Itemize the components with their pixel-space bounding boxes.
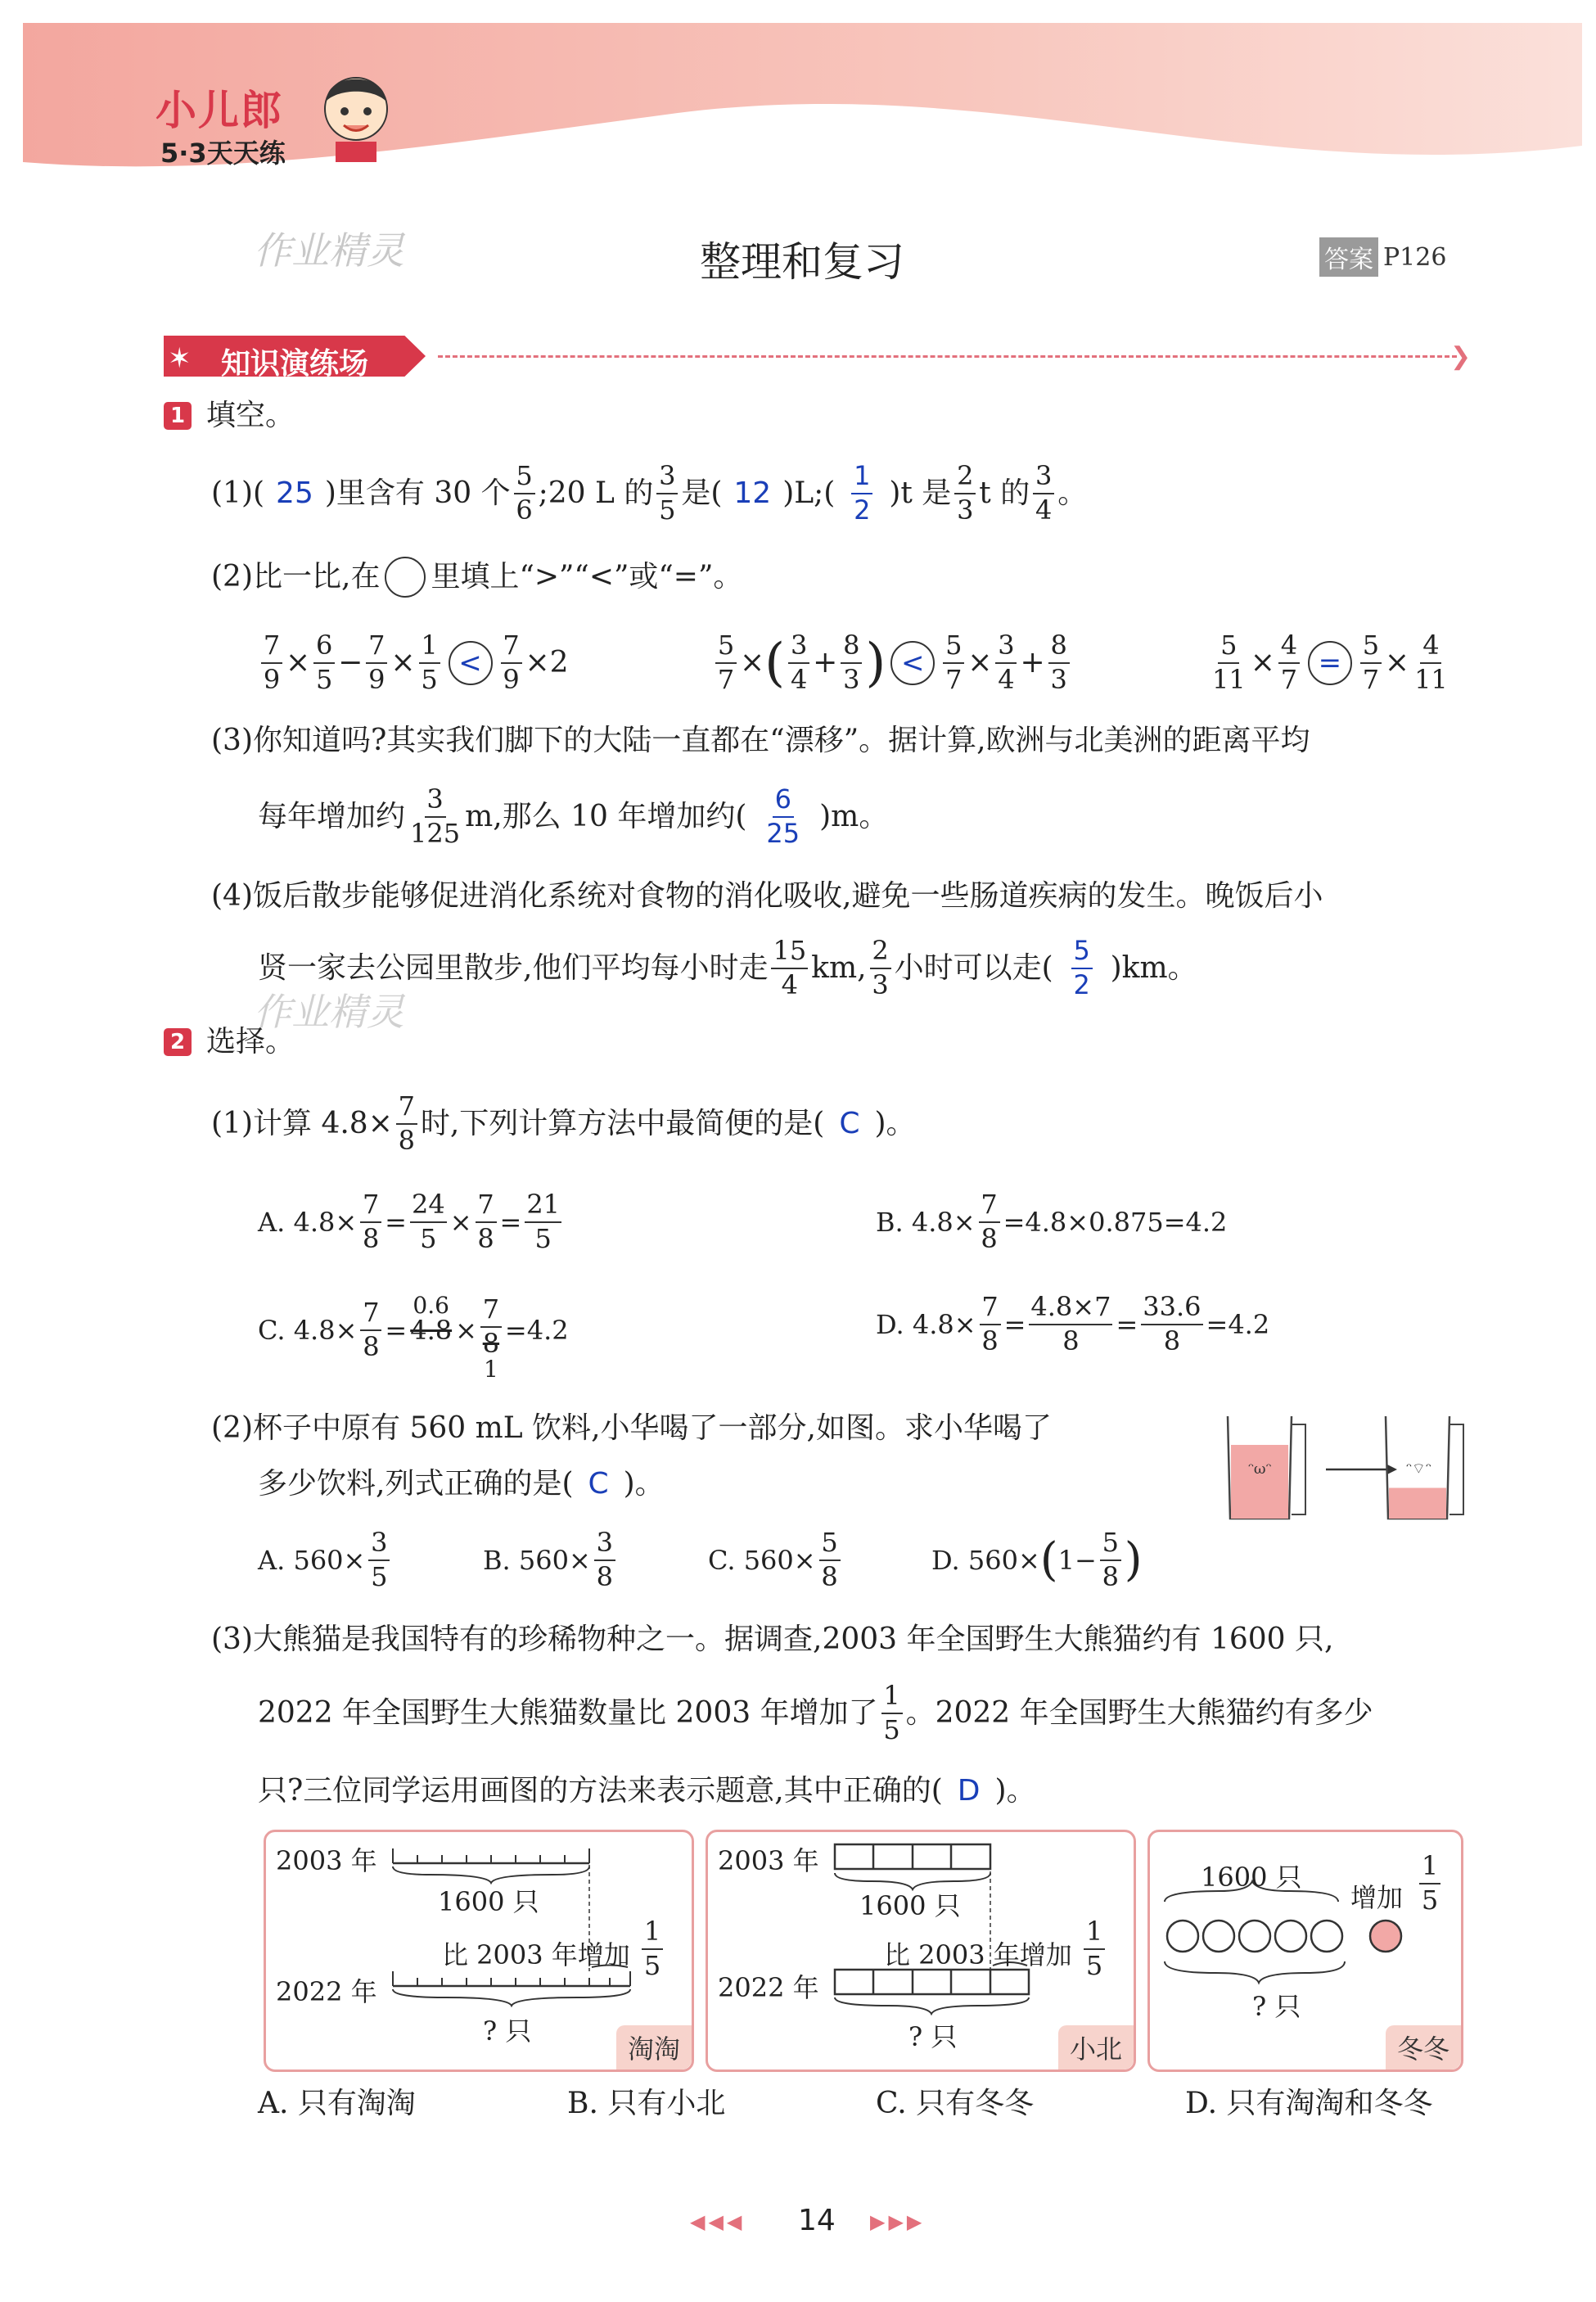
option-2-2-D: D. 560× ( 1− $\frac{5}{8}$ ) xyxy=(931,1526,1143,1592)
q2-part3-line2: 2022 年全国野生大熊猫数量比 2003 年增加了 $\frac{1}{5}$ 。2022 年全国野生大熊猫约有多少 xyxy=(258,1679,1373,1745)
cup-diagram xyxy=(1224,1408,1469,1527)
answer-1-4: $\frac{5}{2}$ xyxy=(1071,937,1093,999)
q1-part1: (1)( 25 )里含有 30 个 $\frac{5}{6}$ ;20 L 的 $\frac{3}{5}$ 是( 12 )L;( $\frac{1}{2}$ )t 是 $\frac{2}{3}$ t 的 $\frac{3}{4}$ 。 xyxy=(211,459,1088,526)
q2-part3-line3: 只?三位同学运用画图的方法来表示题意,其中正确的( D )。 xyxy=(258,1774,1036,1808)
option-2-1-B: B. 4.8× $\frac{7}{8}$ =4.8×0.875=4.2 xyxy=(876,1188,1228,1254)
option-2-3-B: B. 只有小北 xyxy=(567,2087,726,2120)
option-2-2-C: C. 560× $\frac{5}{8}$ xyxy=(708,1521,844,1599)
q2-part1: (1)计算 4.8× $\frac{7}{8}$ 时,下列计算方法中最简便的是( C )。 xyxy=(211,1090,916,1156)
diagram-taotao: 2003 年 1600 只 比 2003 年增加 $\frac{1}{5}$ 2022 年 ? 只 淘淘 xyxy=(264,1830,694,2072)
q1-number: 1 xyxy=(164,402,192,430)
q2-part2-line1: (2)杯子中原有 560 mL 饮料,小华喝了一部分,如图。求小华喝了 xyxy=(211,1411,1052,1445)
q2-part3-line1: (3)大熊猫是我国特有的珍稀物种之一。据调查,2003 年全国野生大熊猫约有 1600 只, xyxy=(211,1623,1334,1656)
option-2-1-C: C. 4.8× $\frac{7}{8}$ = 0.6 4.8 × $\frac{7}{8}$ 1 =4.2 xyxy=(258,1292,569,1383)
compare-expr-1: $\frac{7}{9}$ × $\frac{6}{5}$ − $\frac{7}{9}$ × $\frac{1}{5}$ < $\frac{7}{9}$ ×2 xyxy=(258,624,569,702)
compare-answer-3: = xyxy=(1308,641,1352,685)
compare-expr-3: $\frac{5}{11}$ × $\frac{4}{7}$ = $\frac{5}{7}$ × $\frac{4}{11}$ xyxy=(1212,629,1448,695)
diagram-xiaobei: 2003 年 1600 只 比 2003 年增加 $\frac{1}{5}$ 2022 年 ? 只 小北 xyxy=(706,1830,1136,2072)
option-2-1-A: A. 4.8× $\frac{7}{8}$ = $\frac{24}{5}$ × $\frac{7}{8}$ = $\frac{21}{5}$ xyxy=(258,1188,561,1254)
compare-expr-2: $\frac{5}{7}$ × ( $\frac{3}{4}$ + $\frac{8}{3}$ ) < $\frac{5}{7}$ × $\frac{3}{4}$ + $\frac{8}{3}$ xyxy=(712,624,1073,702)
cup-after xyxy=(1386,1416,1463,1519)
option-2-2-A: A. 560× $\frac{3}{5}$ xyxy=(258,1521,393,1599)
option-2-2-B: B. 560× $\frac{3}{8}$ xyxy=(483,1521,619,1599)
q1-part4-line1: (4)饭后散步能够促进消化系统对食物的消化吸收,避免一些肠道疾病的发生。晚饭后小 xyxy=(211,879,1323,913)
q1-part4-line2: 贤一家去公园里散步,他们平均每小时走 $\frac{15}{4}$ km, $\frac{2}{3}$ 小时可以走( $\frac{5}{2}$ )km。 xyxy=(258,934,1197,1000)
q2-number: 2 xyxy=(164,1028,192,1056)
q2-title: 选择。 xyxy=(206,1025,295,1058)
compare-answer-2: < xyxy=(890,641,935,685)
q2-heading xyxy=(164,1027,295,1057)
watermark-2: 作业精灵 xyxy=(254,990,404,1034)
answer-ref xyxy=(1319,237,1446,277)
answer-2-3: D xyxy=(957,1774,981,1808)
option-2-1-D: D. 4.8× $\frac{7}{8}$ = $\frac{4.8\times 7}{8}$ = $\frac{33.6}{8}$ =4.2 xyxy=(876,1290,1270,1356)
q1-heading xyxy=(164,401,295,431)
brand-logo: 小儿郎 xyxy=(156,87,283,134)
answer-page: P126 xyxy=(1383,242,1447,272)
q1-part3-line2: 每年增加约 $\frac{3}{125}$ m,那么 10 年增加约( $\frac{6}{25}$ )m。 xyxy=(258,783,889,849)
option-2-3-C: C. 只有冬冬 xyxy=(876,2087,1035,2120)
answer-label: 答案 xyxy=(1319,237,1378,277)
cup-before xyxy=(1228,1416,1305,1519)
chevron-right-icon: ❯ xyxy=(1450,342,1472,371)
diagram-dongdong: 1600 只 增加 $\frac{1}{5}$ ? 只 冬冬 xyxy=(1147,1830,1463,2072)
diagram-label-xiaobei: 小北 xyxy=(1058,2025,1134,2070)
page-number: 14 xyxy=(798,2204,836,2237)
option-2-3-A: A. 只有淘淘 xyxy=(258,2087,416,2120)
prev-arrows-icon: ◀◀◀ xyxy=(690,2210,746,2233)
diagram-label-dongdong: 冬冬 xyxy=(1386,2025,1461,2070)
answer-2-1: C xyxy=(839,1106,860,1140)
q1-part3-line1: (3)你知道吗?其实我们脚下的大陆一直都在“漂移”。据计算,欧洲与北美洲的距离平均 xyxy=(211,724,1310,757)
option-2-3-D: D. 只有淘淘和冬冬 xyxy=(1185,2087,1433,2120)
brand-subtitle: 5·3天天练 xyxy=(160,138,286,169)
q1-part2: (2)比一比,在 里填上“>”“<”或“=”。 xyxy=(211,557,742,598)
svg-text:ᵔωᵔ: ᵔωᵔ xyxy=(1248,1460,1272,1478)
answer-1-1b: 12 xyxy=(733,476,772,510)
next-arrows-icon: ▶▶▶ xyxy=(870,2210,926,2233)
diagram-label-taotao: 淘淘 xyxy=(616,2025,692,2070)
section-divider xyxy=(438,355,1457,358)
page-title: 整理和复习 xyxy=(700,238,904,286)
q1-title: 填空。 xyxy=(206,399,295,432)
answer-1-1c: $\frac{1}{2}$ xyxy=(851,463,872,524)
svg-text:ᵔ⌔ᵔ: ᵔ⌔ᵔ xyxy=(1406,1460,1431,1478)
compare-answer-1: < xyxy=(449,641,493,685)
watermark: 作业精灵 xyxy=(254,228,404,273)
section-icon: ✶ xyxy=(168,342,192,375)
answer-1-1a: 25 xyxy=(276,476,313,510)
answer-2-2: C xyxy=(588,1467,609,1501)
mascot-icon xyxy=(315,64,397,162)
answer-1-3: $\frac{6}{25}$ xyxy=(766,783,800,849)
section-title: 知识演练场 xyxy=(221,347,369,381)
blank-circle-icon xyxy=(385,557,426,598)
q2-part2-line2: 多少饮料,列式正确的是( C )。 xyxy=(258,1467,665,1501)
